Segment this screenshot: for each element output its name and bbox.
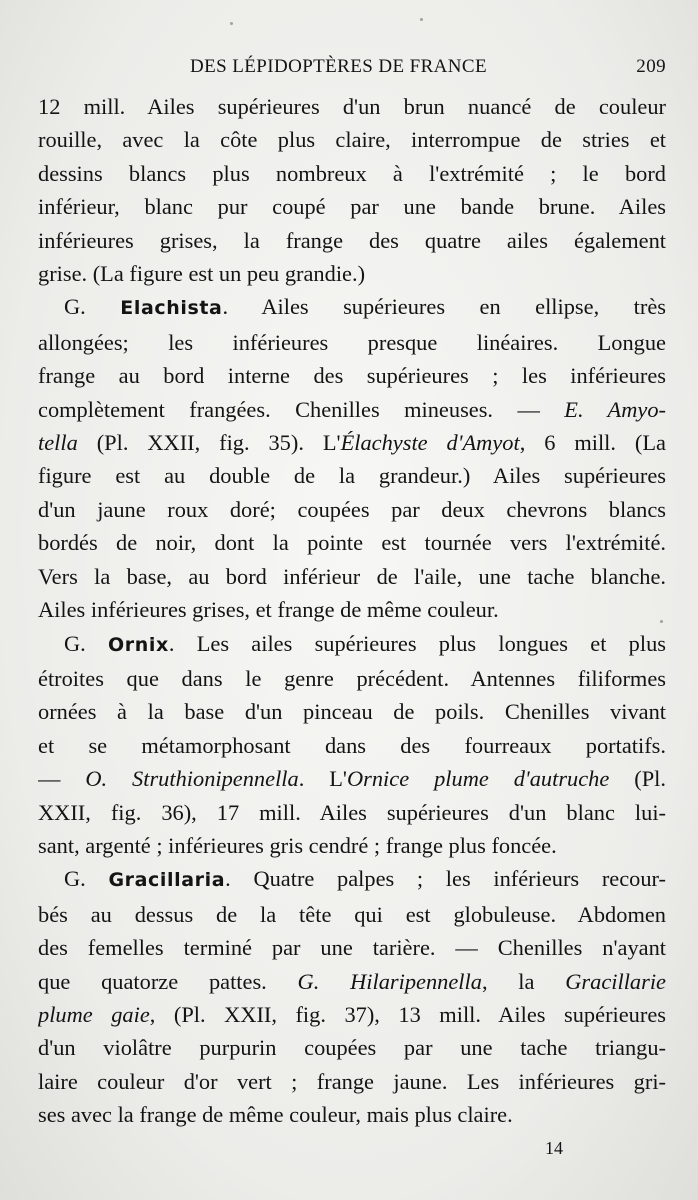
running-title: DES LÉPIDOPTÈRES DE FRANCE <box>190 56 488 77</box>
page-number: 209 <box>636 56 666 77</box>
text-line: rouille, avec la côte plus claire, interrompue de stries et <box>38 127 666 153</box>
paragraph-continued <box>38 90 666 290</box>
text-line: des femelles terminé par une tarière. — Chenilles n'ayant <box>38 935 666 961</box>
genus-prefix: G. <box>64 630 109 656</box>
text-run: , (Pl. XXII, fig. 37), 13 mill. Ailes supérieures <box>149 1001 666 1027</box>
text-run: , la <box>481 968 566 994</box>
common-name: Gracillarie <box>565 968 666 994</box>
text-line: inférieures grises, la frange des quatre ailes également <box>38 227 666 253</box>
species-name: G. Hilaripennella <box>297 968 482 994</box>
text-line <box>38 965 666 998</box>
text-run: que quatorze pattes. <box>38 968 298 994</box>
genus-name: Elachista <box>120 297 223 320</box>
text-line: allongées; les inférieures presque linéaires. Longue <box>38 329 666 355</box>
text-run: , 6 mill. (La <box>519 430 666 456</box>
text-line: et se métamorphosant dans des fourreaux portatifs. <box>38 732 666 758</box>
common-name: Élachyste d'Amyot <box>340 430 520 456</box>
text-line <box>38 762 666 795</box>
text-line <box>38 627 666 662</box>
text-line: XXII, fig. 36), 17 mill. Ailes supérieures d'un blanc lui- <box>38 799 666 825</box>
text-line: inférieur, blanc pur coupé par une bande brune. Ailes <box>38 194 666 220</box>
species-name: tella <box>38 430 78 456</box>
text-line: grise. (La figure est un peu grandie.) <box>38 261 366 287</box>
text-run: complètement frangées. Chenilles mineuses. — <box>38 396 565 422</box>
text-line: Ailes inférieures grises, et frange de même couleur. <box>38 597 499 623</box>
text-line: laire couleur d'or vert ; frange jaune. Les inférieures gri- <box>38 1068 666 1094</box>
genus-prefix: G. <box>64 294 121 320</box>
text-line: ses avec la frange de même couleur, mais plus claire. <box>38 1102 513 1128</box>
text-line: frange au bord interne des supérieures ; les inférieures <box>38 363 666 389</box>
text-line: dessins blancs plus nombreux à l'extrémité ; le bord <box>38 160 666 186</box>
text-line <box>38 393 666 426</box>
text-run: . Quatre palpes ; les inférieurs recour- <box>225 866 666 892</box>
genus-name: Gracillaria <box>108 869 226 892</box>
text-line: Vers la base, au bord inférieur de l'aile, une tache blanche. <box>38 563 666 589</box>
text-line: bordés de noir, dont la pointe est tournée vers l'extrémité. <box>38 530 666 556</box>
text-line: étroites que dans le genre précédent. Antennes filiformes <box>38 665 666 691</box>
text-line <box>38 998 666 1031</box>
text-run: . L' <box>298 766 347 792</box>
text-line: bés au dessus de la tête qui est globuleuse. Abdomen <box>38 901 666 927</box>
text-line: sant, argenté ; inférieures gris cendré ; frange plus foncée. <box>38 832 557 858</box>
text-run: . Ailes supérieures en ellipse, très <box>222 294 666 320</box>
text-line <box>38 290 666 325</box>
text-run: — <box>38 766 86 792</box>
page-body <box>38 90 666 1132</box>
common-name: plume gaie <box>38 1001 150 1027</box>
species-name: O. Struthionipennella <box>85 766 299 792</box>
genus-name: Ornix <box>108 633 169 656</box>
running-header <box>38 56 666 82</box>
species-name: E. Amyo- <box>564 396 666 422</box>
text-line: figure est au double de la grandeur.) Ailes supérieures <box>38 463 666 489</box>
paragraph-elachista <box>38 290 666 626</box>
common-name: Ornice plume d'autruche <box>346 766 610 792</box>
text-line: ornées à la base d'un pinceau de poils. Chenilles vivant <box>38 699 666 725</box>
text-line: d'un violâtre purpurin coupées par une tache triangu- <box>38 1035 666 1061</box>
genus-prefix: G. <box>64 866 109 892</box>
paragraph-ornix <box>38 627 666 863</box>
text-line <box>38 862 666 897</box>
text-run: (Pl. XXII, fig. 35). L' <box>77 430 341 456</box>
text-line <box>38 426 666 459</box>
text-line: d'un jaune roux doré; coupées par deux chevrons blancs <box>38 496 666 522</box>
paper-speck <box>230 22 233 25</box>
text-run: (Pl. <box>609 766 666 792</box>
paragraph-gracillaria <box>38 862 666 1131</box>
text-line: 12 mill. Ailes supérieures d'un brun nuancé de couleur <box>38 94 666 119</box>
signature-mark: 14 <box>545 1138 563 1158</box>
paper-speck <box>420 18 423 21</box>
text-run: . Les ailes supérieures plus longues et plus <box>168 630 666 656</box>
